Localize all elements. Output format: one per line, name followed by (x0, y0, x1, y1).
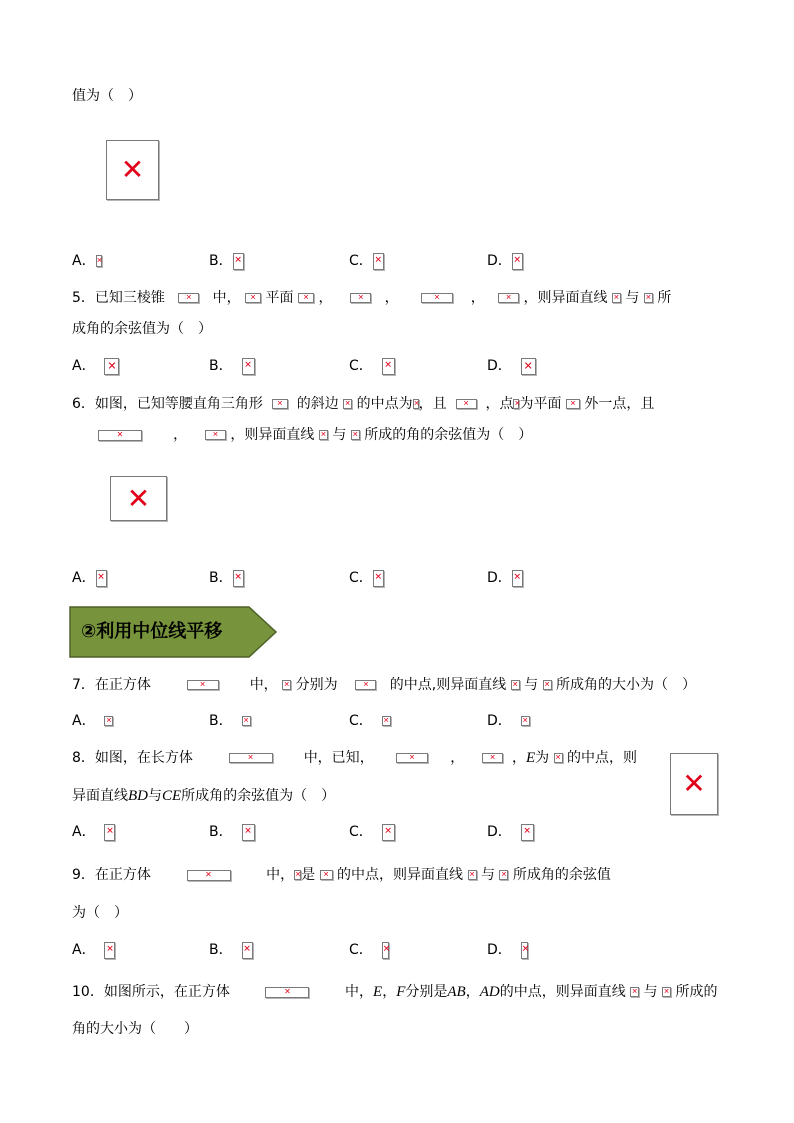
q5-img-5 (421, 293, 453, 303)
q9-line2: 为（ ） (72, 905, 128, 921)
q9-option-d[interactable]: D． ✕ (487, 940, 528, 960)
q10-line1: 10．如图所示，在正方体 ✕ 中，E，F分别是AB，AD的中点，则异面直线 ✕ 与 ✕ 所成的 (72, 982, 718, 1002)
q6-img-8 (205, 430, 226, 440)
q6-img-2 (343, 399, 352, 409)
q4-option-d[interactable]: D．✕ (487, 251, 523, 271)
q6-option-a[interactable]: A．✕ (72, 568, 107, 588)
q9-img-2 (294, 870, 301, 880)
q6-figure-image (110, 476, 167, 521)
q9-option-a-image (104, 942, 115, 959)
q6-img-9 (319, 430, 328, 440)
q5-option-a[interactable]: A． ✕ (72, 356, 119, 376)
q8-line1: 8．如图，在长方体 ✕ 中，已知， ✕ ， ✕ ，E为 ✕ 的中点，则 (72, 748, 637, 768)
q7-option-d[interactable]: D． ✕ (487, 711, 530, 731)
q5-option-a-image (104, 358, 119, 375)
q8-option-b[interactable]: B． ✕ (209, 822, 255, 842)
q7-option-a-image (104, 716, 113, 726)
q7-line1: 7．在正方体 ✕ 中， ✕ 分别为 ✕ 的中点,则异面直线 ✕ 与 ✕ 所成角的大小为（ ） (72, 675, 696, 695)
q4-option-b[interactable]: B．✕ (209, 251, 244, 271)
q6-option-a-image (96, 570, 107, 587)
q5-option-c-image (382, 358, 395, 375)
q7-img-4 (511, 680, 520, 690)
section-banner (69, 606, 277, 658)
q7-option-d-image (521, 716, 530, 726)
q7-option-c[interactable]: C． ✕ (349, 711, 391, 731)
q6-img-1 (272, 399, 288, 409)
q6-line1: 6．如图，已知等腰直角三角形 ✕ 的斜边 ✕ 的中点为✕ ，且 ✕ ，点✕ 为平面 ✕ 外一点，且 (72, 394, 654, 414)
q6-img-4 (456, 399, 477, 409)
q7-img-2 (282, 680, 291, 690)
q8-line2: 异面直线BD与CE所成角的余弦值为（ ） (72, 788, 336, 804)
q6-line2: ✕ ， ✕ ，则异面直线 ✕ 与 ✕ 所成的角的余弦值为（ ） (98, 425, 532, 445)
q6-option-c-image (373, 570, 384, 587)
q9-option-c[interactable]: C． ✕ (349, 940, 389, 960)
q4-option-c-image (373, 253, 384, 270)
q6-option-d[interactable]: D．✕ (487, 568, 523, 588)
q5-img-1 (178, 293, 199, 303)
q10-img-1 (265, 987, 309, 998)
q5-img-6 (498, 293, 519, 303)
q5-line1: 5．已知三棱锥 ✕ 中， ✕ 平面 ✕ ， ✕ ， ✕ ， ✕ ，则异面直线 ✕ 与 ✕ 所 (72, 288, 671, 308)
q8-option-d[interactable]: D． ✕ (487, 822, 534, 842)
q9-option-a[interactable]: A． ✕ (72, 940, 115, 960)
q6-option-d-image (512, 570, 523, 587)
q6-option-b-image (233, 570, 244, 587)
q5-img-3 (298, 293, 314, 303)
q5-option-c[interactable]: C． ✕ (349, 356, 395, 376)
q7-option-a[interactable]: A． ✕ (72, 711, 113, 731)
q6-img-3 (413, 399, 419, 409)
q5-img-2 (245, 293, 261, 303)
q9-option-b[interactable]: B． ✕ (209, 940, 253, 960)
q4-option-c[interactable]: C．✕ (349, 251, 384, 271)
q7-option-b-image (242, 716, 251, 726)
q6-img-5 (513, 399, 519, 409)
q7-option-c-image (382, 716, 391, 726)
q5-option-b[interactable]: B． ✕ (209, 356, 255, 376)
q6-option-c[interactable]: C．✕ (349, 568, 384, 588)
q9-line1: 9．在正方体 ✕ 中，✕ 是 ✕ 的中点，则异面直线 ✕ 与 ✕ 所成角的余弦值 (72, 865, 611, 885)
q7-img-3 (355, 680, 376, 690)
q8-option-a[interactable]: A． ✕ (72, 822, 115, 842)
q10-img-2 (630, 987, 639, 997)
q8-img-4 (554, 753, 563, 763)
q8-option-c[interactable]: C． ✕ (349, 822, 395, 842)
q8-option-b-image (242, 824, 255, 841)
q5-img-7 (612, 293, 621, 303)
q5-line2: 成角的余弦值为（ ） (72, 321, 212, 337)
q6-img-7 (98, 430, 142, 441)
q10-line2: 角的大小为（ ） (72, 1021, 198, 1037)
q7-img-5 (543, 680, 552, 690)
q4-figure-image (106, 140, 159, 200)
q7-option-b[interactable]: B． ✕ (209, 711, 251, 731)
q9-img-4 (468, 870, 477, 880)
q4-option-a-image (96, 255, 102, 267)
q8-option-a-image (104, 824, 115, 841)
q6-img-6 (566, 399, 580, 409)
q5-img-4 (350, 293, 371, 303)
q9-option-c-image (382, 942, 389, 959)
q8-img-1 (229, 753, 273, 763)
q7-img-1 (187, 680, 219, 690)
section-title: ②利用中位线平移 (81, 621, 223, 642)
q5-option-b-image (242, 358, 255, 375)
q8-figure-image (670, 753, 718, 815)
q8-option-d-image (521, 824, 534, 841)
q4-option-a[interactable]: A．✕ (72, 251, 102, 271)
q4-tail: 值为（ ） (72, 88, 142, 104)
q8-option-c-image (382, 824, 395, 841)
q9-img-5 (499, 870, 508, 880)
q9-option-b-image (242, 942, 253, 959)
q8-img-3 (482, 753, 503, 763)
q9-img-1 (187, 870, 231, 881)
q4-option-d-image (512, 253, 523, 270)
q4-option-b-image (233, 253, 244, 270)
q6-img-10 (351, 430, 360, 440)
q9-option-d-image (521, 942, 528, 959)
q6-option-b[interactable]: B．✕ (209, 568, 244, 588)
q5-img-8 (644, 293, 653, 303)
q5-option-d[interactable]: D． ✕ (487, 356, 536, 376)
q9-img-3 (320, 870, 333, 880)
q8-img-2 (396, 753, 428, 763)
q5-option-d-image (521, 358, 536, 375)
q10-img-3 (662, 987, 671, 997)
